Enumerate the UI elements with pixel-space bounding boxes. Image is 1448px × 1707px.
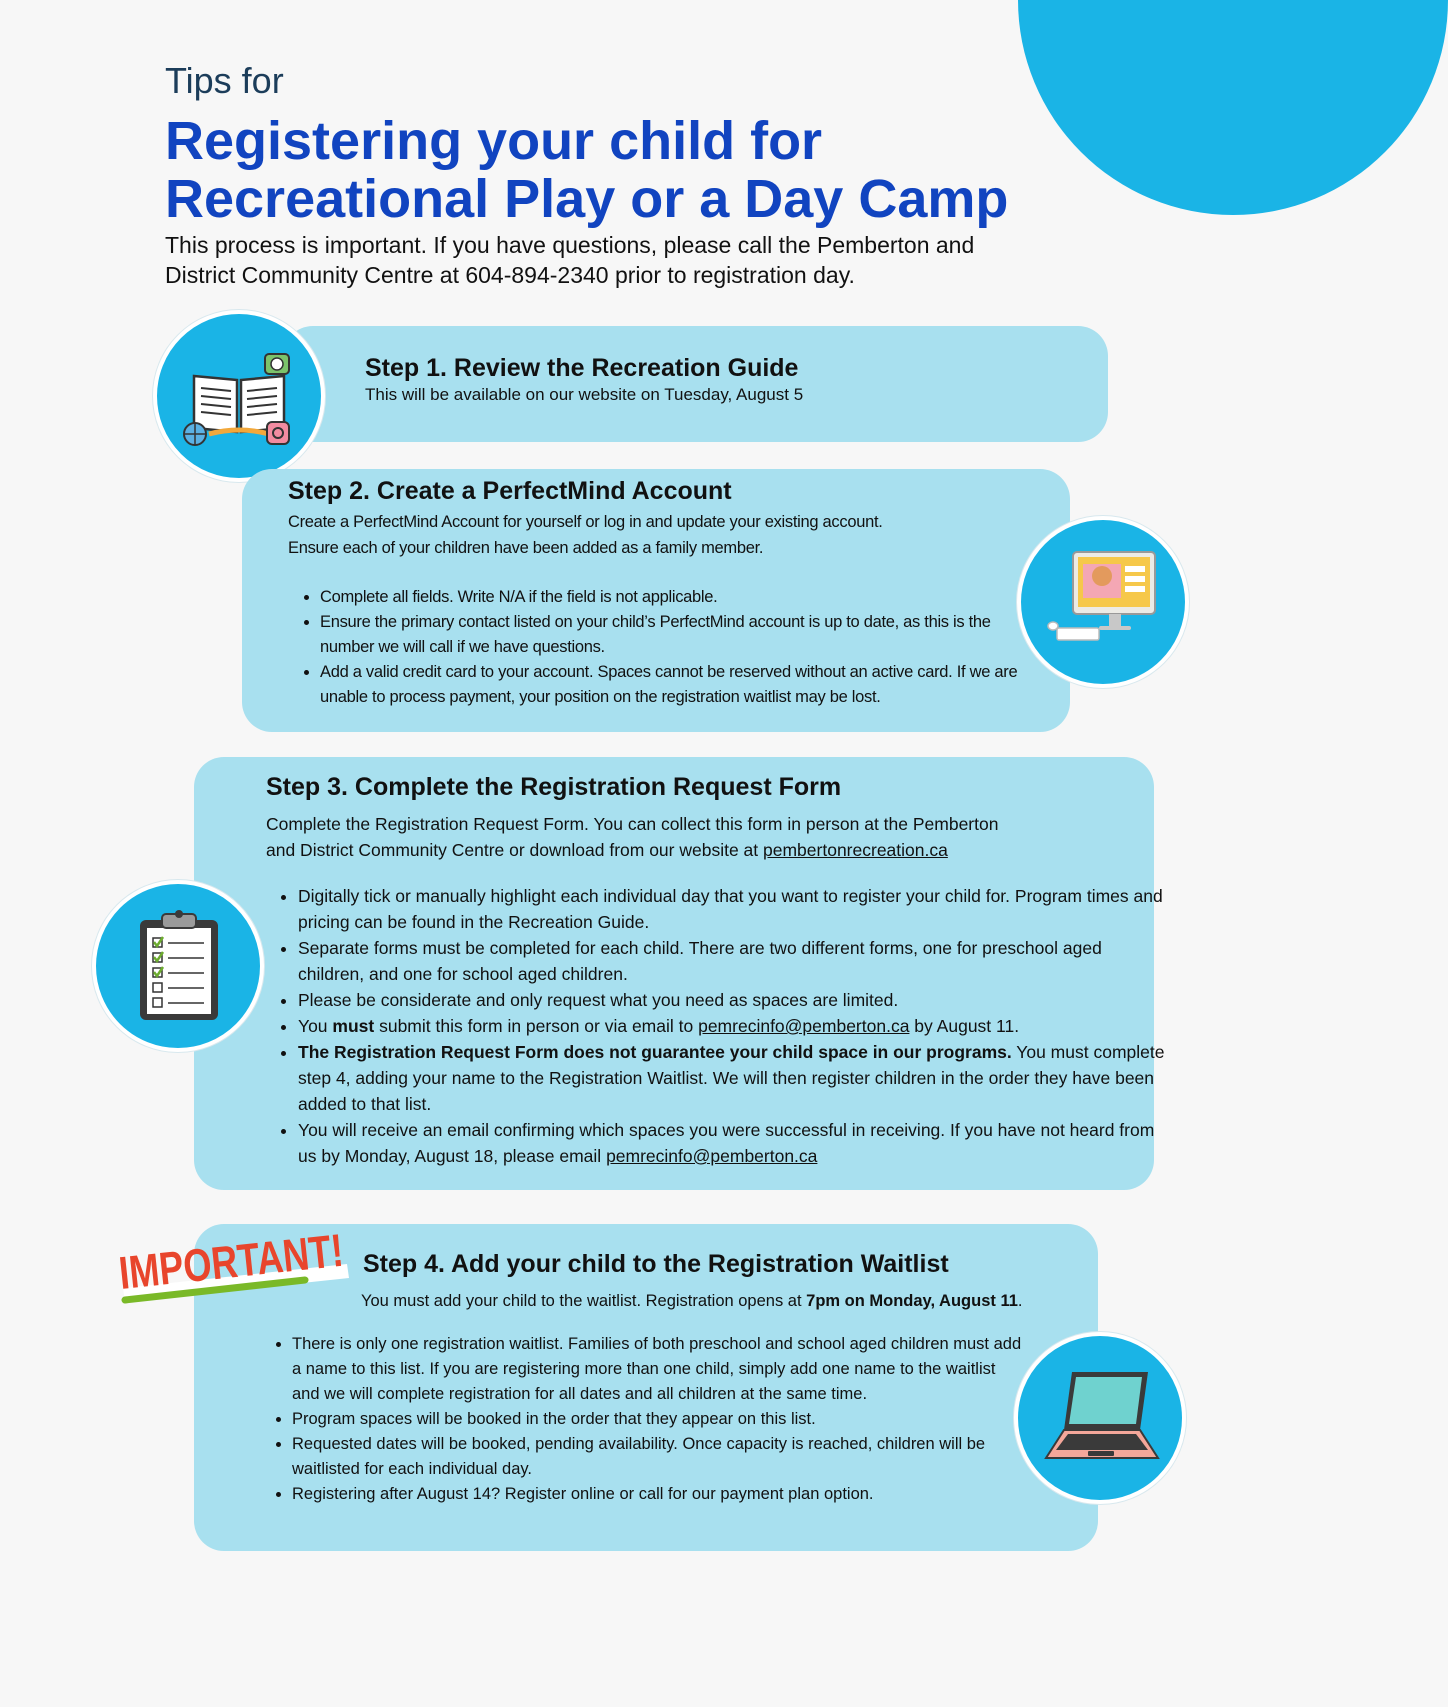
laptop-icon [1040,1358,1160,1478]
title-line-1: Registering your child for [165,111,823,171]
clipboard-checklist-icon [118,906,238,1026]
step-2-intro-line-1: Create a PerfectMind Account for yourself or log in and update your existing account. [288,513,883,531]
bullet-text: You must complete step 4, adding your name to the Registration Waitlist. We will then register children in the order they have been added to that list. [298,1042,1165,1114]
step-3-icon-circle [92,880,264,1052]
step-4-title: Step 4. Add your child to the Registration Waitlist [363,1250,949,1278]
step-1-icon-circle [153,310,325,482]
step-4-intro-text: . [1017,1292,1023,1310]
step-3-intro-line-2 [266,837,1066,863]
tips-label: Tips for [165,60,284,101]
list-item [298,1039,1168,1117]
book-icon [179,336,299,456]
step-4-icon-circle [1014,1332,1186,1504]
step-3-intro [266,811,1066,863]
step-3-intro-line-1: Complete the Registration Request Form. You can collect this form in person at the Pemberton [266,814,999,834]
step-4-bullet-list [260,1332,1022,1507]
step-1-text: This will be available on our website on Tuesday, August 5 [365,385,804,404]
step-2-intro-line-2: Ensure each of your children have been added as a family member. [288,539,764,557]
list-item: • Digitally tick or manually highlight each individual day that you want to register your child for. Program times and pricing can be found in the Recreation Guide. [298,883,1168,935]
website-link[interactable]: pembertonrecreation.ca [763,840,948,860]
bullet-emphasis: must [332,1016,375,1036]
step-2-intro [288,509,968,561]
computer-icon [1043,542,1163,662]
intro-text [165,230,1065,290]
step-1-title: Step 1. Review the Recreation Guide [365,354,799,382]
important-badge [115,1216,406,1326]
step-2-bullet-list [288,585,1035,710]
step-2-title: Step 2. Create a PerfectMind Account [288,477,732,505]
step-3-title: Step 3. Complete the Registration Request Form [266,773,842,801]
important-label: IMPORTANT! [116,1217,406,1299]
list-item: • Separate forms must be completed for each child. There are two different forms, one for preschool aged children, and one for school aged children. [298,935,1168,987]
email-link[interactable]: pemrecinfo@pemberton.ca [698,1016,910,1036]
bullet-text: submit this form in person or via email to [374,1016,699,1036]
list-item: • Complete all fields. Write N/A if the field is not applicable. [320,585,1035,610]
title-line-2: Recreational Play or a Day Camp [165,169,1009,229]
list-item: • Registering after August 14? Register online or call for our payment plan option. [292,1482,1022,1507]
email-link[interactable]: pemrecinfo@pemberton.ca [606,1146,818,1166]
intro-line-1: This process is important. If you have questions, please call the Pemberton and [165,232,975,258]
list-item: • Add a valid credit card to your account. Spaces cannot be reserved without an active card. If we are unable to process payment, your position on the registration waitlist may be lost. [320,660,1035,710]
step-2-card [242,469,1070,732]
page-title [165,112,1008,228]
step-3-bullet-list [266,883,1168,1169]
list-item: • Program spaces will be booked in the order that they appear on this list. [292,1407,1022,1432]
step-3-card [194,757,1165,1190]
list-item: • Requested dates will be booked, pending availability. Once capacity is reached, children will be waitlisted for each individual day. [292,1432,1022,1482]
list-item: • Ensure the primary contact listed on your child’s PerfectMind account is up to date, as this is the number we will call if we have questions. [320,610,1035,660]
list-item: • Please be considerate and only request what you need as spaces are limited. [298,987,1168,1013]
step-2-icon-circle [1017,516,1189,688]
list-item [298,1117,1168,1169]
list-item [298,1013,1168,1039]
step-4-intro-emphasis: 7pm on Monday, August 11 [806,1292,1018,1310]
bullet-text: You will receive an email confirming which spaces you were successful in receiving. If you have not heard from us by Monday, August 18, please email [298,1120,1155,1166]
step-4-intro-text: You must add your child to the waitlist. Registration opens at [361,1292,807,1310]
step-4-intro [361,1288,1023,1314]
bullet-emphasis: The Registration Request Form does not guarantee your child space in our programs. [298,1042,1012,1062]
step-1-card [283,326,1108,442]
step-3-intro-text: and District Community Centre or download from our website at [266,840,764,860]
bullet-text: You [298,1016,333,1036]
list-item: • There is only one registration waitlist. Families of both preschool and school aged children must add a name to this list. If you are registering more than one child, simply add one name to the waitlist and we will complete registration for all dates and all children at the same time. [292,1332,1022,1407]
bullet-text: by August 11. [909,1016,1020,1036]
corner-decoration [1018,0,1448,215]
intro-line-2: District Community Centre at 604-894-2340 prior to registration day. [165,262,855,288]
